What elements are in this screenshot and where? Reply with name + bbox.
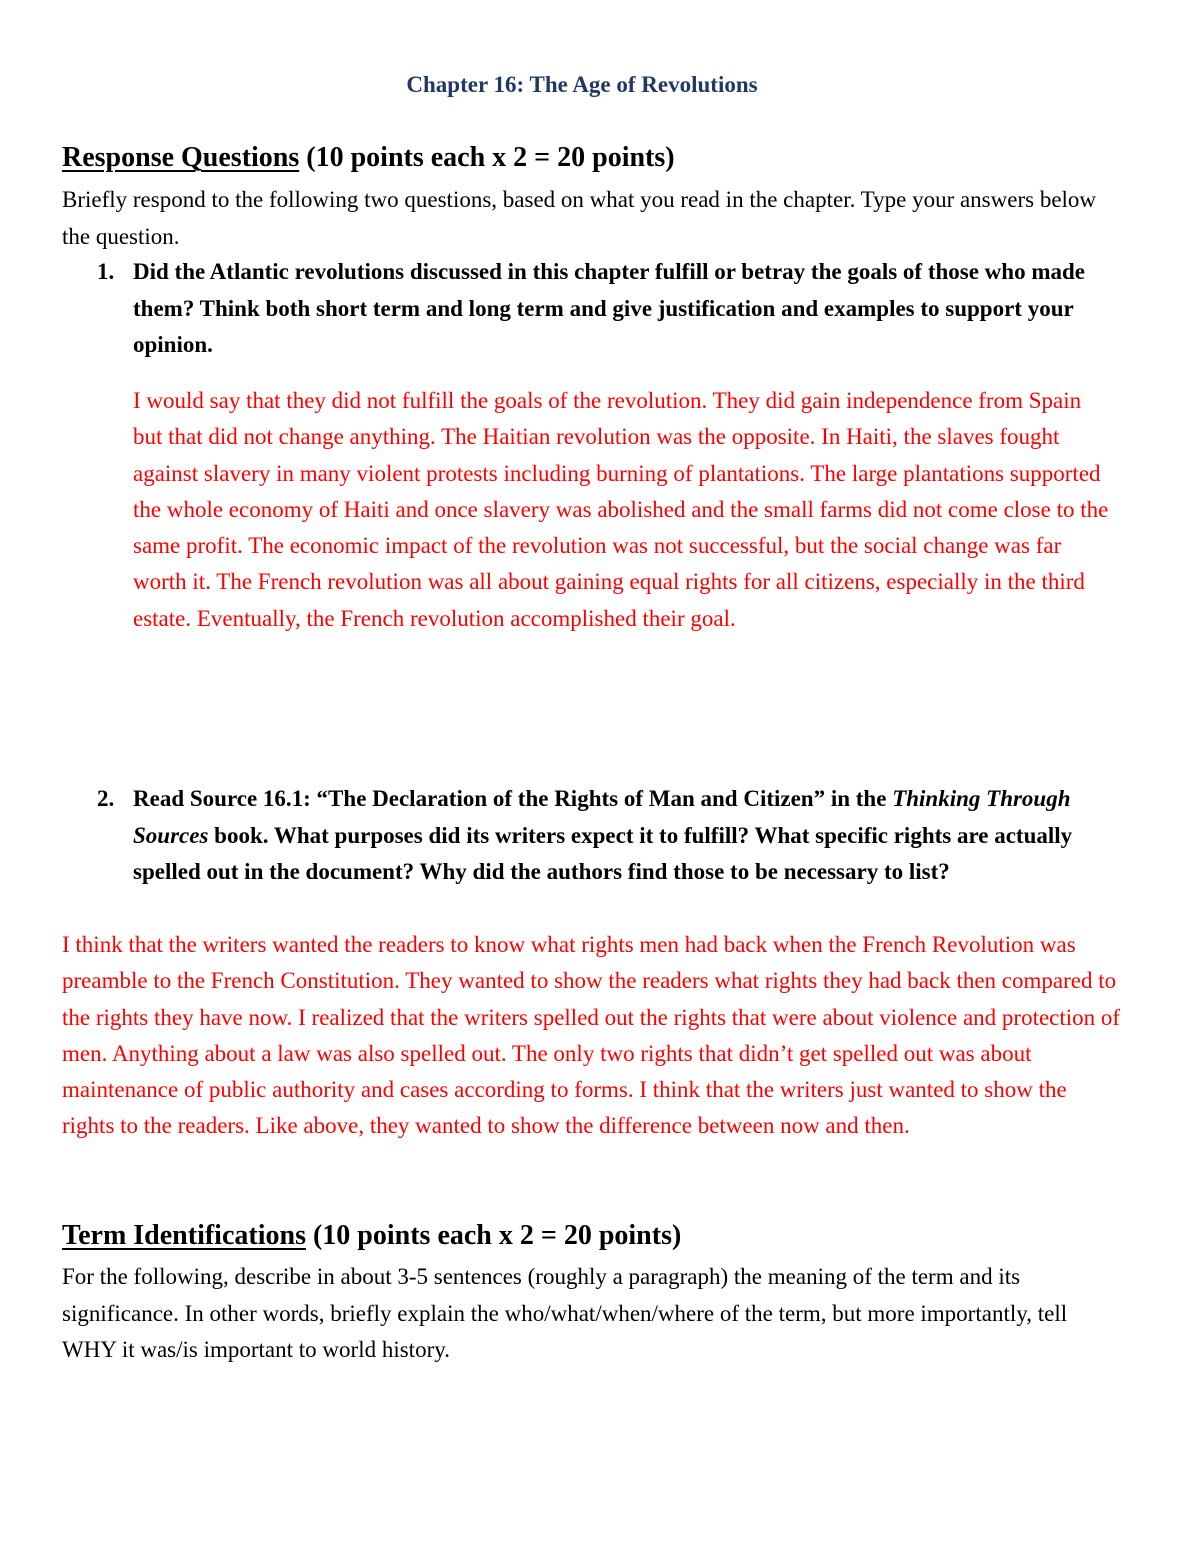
question-2: [62, 781, 1122, 891]
response-questions-points: (10 points each x 2 = 20 points): [299, 142, 675, 173]
question-2-text-end: book. What purposes did its writers expect it to fulfill? What specific rights are actually spelled out in the document? Why did the authors find those to be necessary to list?: [133, 822, 1073, 884]
page-title: Chapter 16: The Age of Revolutions: [406, 72, 758, 97]
question-2-number: 2.: [97, 786, 115, 811]
term-identifications-heading-label: Term Identifications: [62, 1220, 306, 1251]
question-2-book-title: Thinking Through Sources: [133, 786, 1071, 848]
question-2-text-start: Read Source 16.1: “The Declaration of the Rights of Man and Citizen” in the: [133, 786, 893, 811]
response-questions-heading: [62, 140, 675, 176]
answer-1: I would say that they did not fulfill the goals of the revolution. They did gain independence from Spain but that did not change anything. The Haitian revolution was the opposite. In Haiti, the slaves fought against slavery in many violent protests including burning of plantations. The large plantations supported the whole economy of Haiti and once slavery was abolished and the small farms did not come close to the same profit. The economic impact of the revolution was not successful, but the social change was far worth it. The French revolution was all about gaining equal rights for all citizens, especially in the third estate. Eventually, the French revolution accomplished their goal.: [133, 388, 1109, 631]
answer-2: I think that the writers wanted the readers to know what rights men had back when the French Revolution was preamble to the French Constitution. They wanted to show the readers what rights they had back then compared to the rights they have now. I realized that the writers spelled out the rights that were about violence and protection of men. Anything about a law was also spelled out. The only two rights that didn’t get spelled out was about maintenance of public authority and cases according to forms. I think that the writers just wanted to show the rights to the readers. Like above, they wanted to show the difference between now and then.: [62, 932, 1121, 1139]
response-questions-heading-label: Response Questions: [62, 142, 300, 173]
question-1: [62, 254, 1122, 364]
question-2-text: [133, 781, 1103, 891]
term-identifications-heading: [62, 1218, 681, 1254]
term-identifications-instructions: For the following, describe in about 3-5 sentences (roughly a paragraph) the meaning of the term and its significance. In other words, briefly explain the who/what/when/where of the term, but more importantly, tell WHY it was/is important to world history.: [62, 1264, 1068, 1362]
response-questions-instructions: Briefly respond to the following two questions, based on what you read in the chapter. Type your answers below the question.: [62, 187, 1097, 249]
question-1-text: Did the Atlantic revolutions discussed in this chapter fulfill or betray the goals of those who made them? Think both short term and long term and give justification and examples to support your opinion.: [133, 259, 1085, 357]
question-1-number: 1.: [97, 259, 115, 284]
term-identifications-points: (10 points each x 2 = 20 points): [305, 1220, 682, 1251]
